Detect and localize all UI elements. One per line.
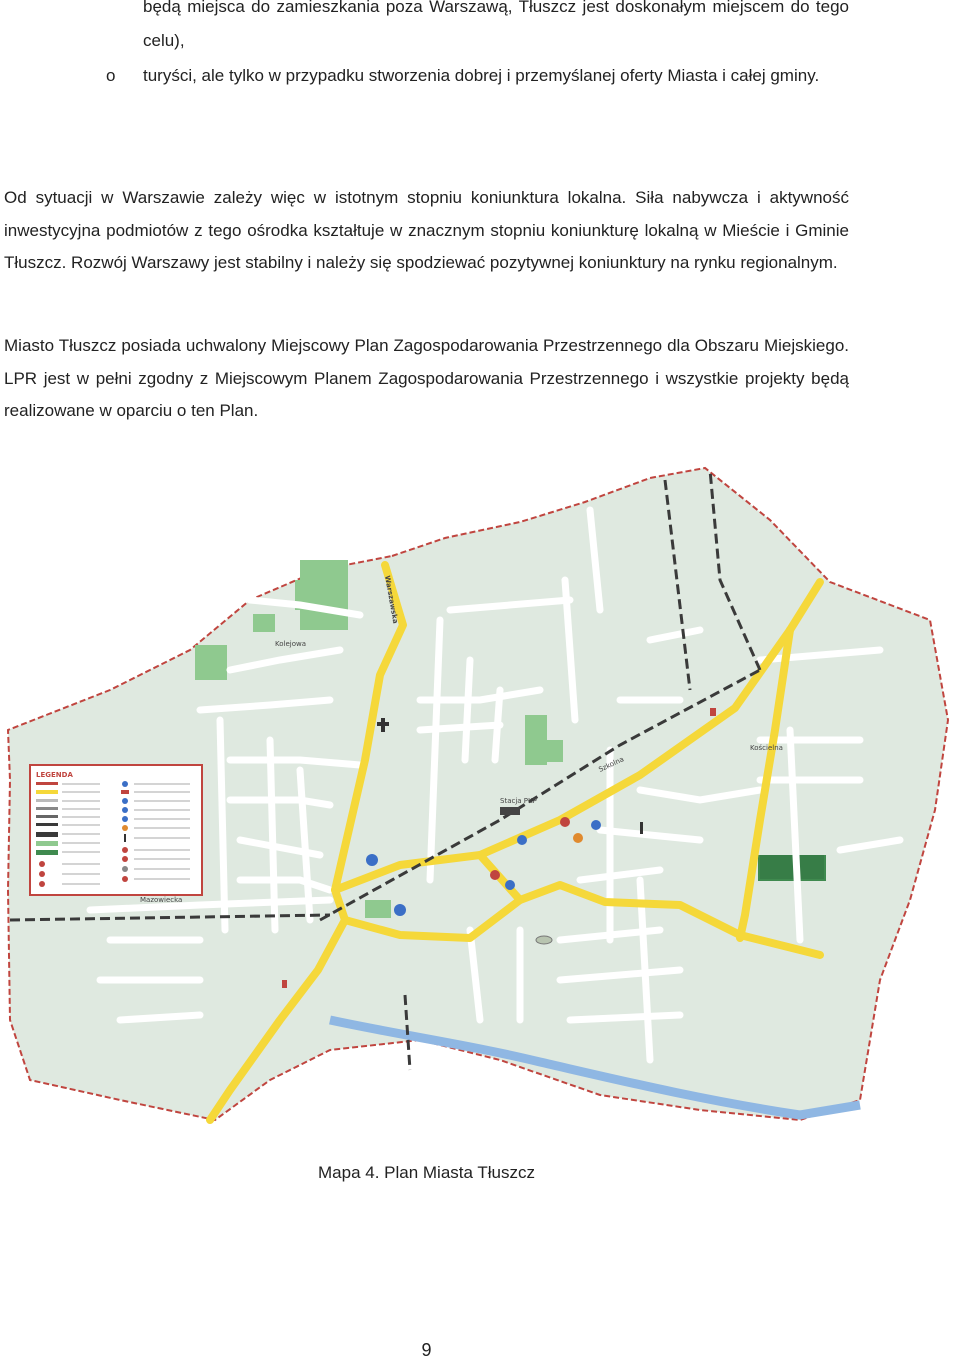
label-station: Stacja PKP	[500, 797, 537, 805]
list-item-1: będą miejsca do zamieszkania poza Warszawą, Tłuszcz jest doskonałym miejscem do tego celu),	[143, 0, 849, 50]
label-szkolna: Szkolna	[597, 755, 626, 774]
paragraph-1: Od sytuacji w Warszawie zależy więc w istotnym stopniu koniunktura lokalna. Siła nabywcza i aktywność inwestycyjna podmiotów z tego ośrodka kształtuje w znacznym stopniu koniunkturę lokalną w Mieście i Gminie Tłuszcz. Rozwój Warszawy jest stabilny i należy się spodziewać pozytywnej koniunktury na rynku regionalnym.	[4, 188, 849, 272]
list-bullet: o	[106, 66, 116, 85]
label-mazowiecka: Mazowiecka	[140, 896, 183, 904]
label-warszawska: Warszawska	[383, 574, 400, 625]
post-marker	[573, 833, 583, 843]
red-cross-marker-2	[282, 980, 287, 988]
pharmacy-marker	[490, 870, 500, 880]
church-marker	[366, 854, 378, 866]
legend-title: LEGENDA	[36, 771, 73, 779]
stadium-marker	[536, 936, 552, 944]
cross-marker-2	[377, 722, 389, 726]
list-item-2: turyści, ale tylko w przypadku stworzenia dobrej i przemyślanej oferty Miasta i całej gminy.	[143, 66, 820, 85]
map-caption: Mapa 4. Plan Miasta Tłuszcz	[318, 1163, 535, 1182]
label-koscielna: Kościelna	[750, 744, 783, 752]
city-plan-map	[0, 460, 960, 1160]
cross-marker-3	[640, 822, 643, 834]
school-marker	[394, 904, 406, 916]
label-kolejowa: Kolejowa	[275, 640, 307, 648]
info-marker	[517, 835, 527, 845]
red-cross-marker	[710, 708, 716, 716]
paragraph-2: Miasto Tłuszcz posiada uchwalony Miejscowy Plan Zagospodarowania Przestrzennego dla Obszaru Miejskiego. LPR jest w pełni zgodny z Miejscowym Planem Zagospodarowania Przestrzennego i wszystkie projekty będą realizowane w oparciu o ten Plan.	[4, 336, 849, 420]
station-marker	[500, 807, 520, 815]
office-marker	[591, 820, 601, 830]
hospital-marker	[560, 817, 570, 827]
page-number: 9	[421, 1340, 432, 1360]
map-legend	[30, 765, 202, 895]
info-marker-2	[505, 880, 515, 890]
